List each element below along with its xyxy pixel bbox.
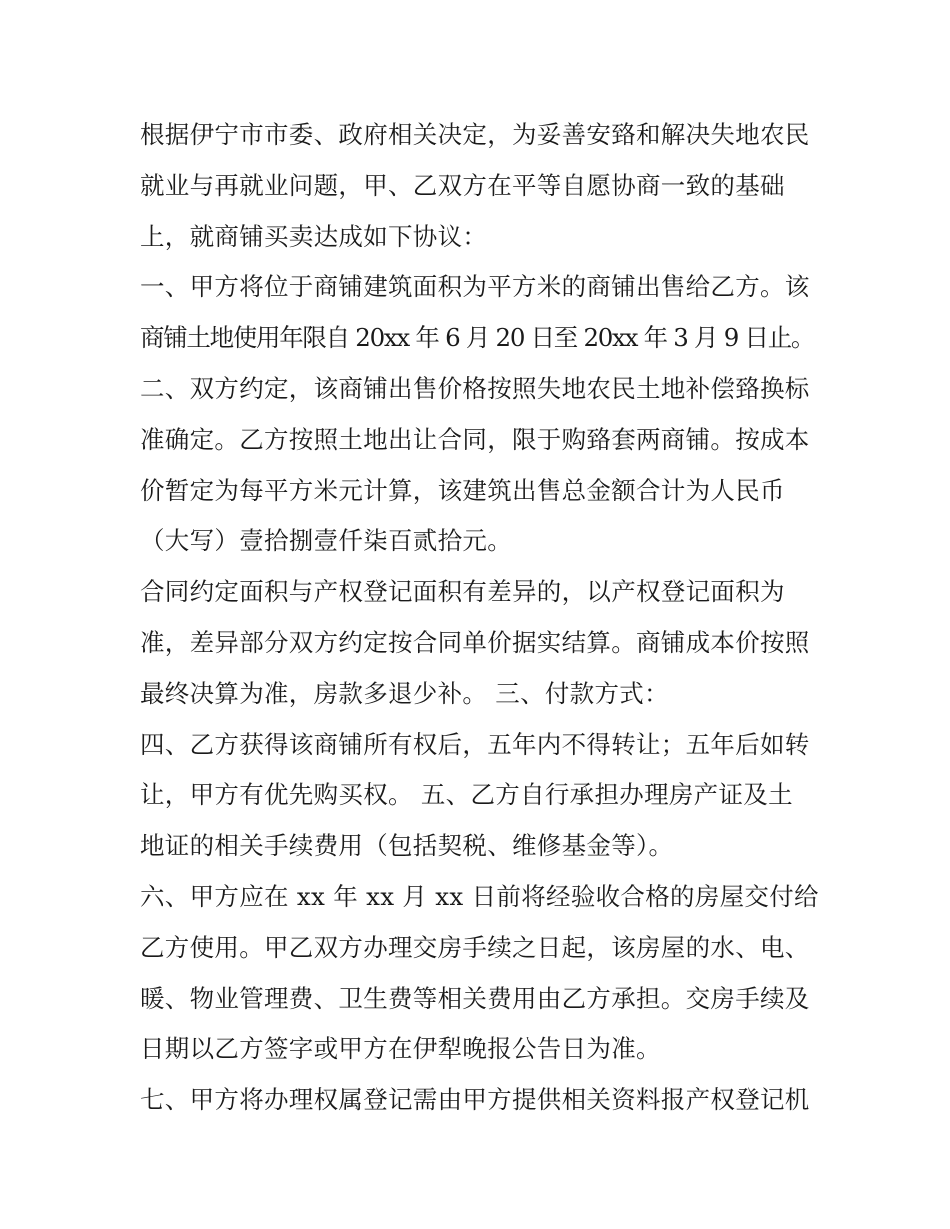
text-line: 就业与再就业问题，甲、乙双方在平等自愿协商一致的基础	[140, 170, 785, 200]
text-line: 乙方使用。甲乙双方办理交房手续之日起，该房屋的水、电、	[140, 932, 810, 962]
text-line: 价暂定为每平方米元计算，该建筑出售总金额合计为人民币	[140, 475, 785, 505]
text-line: 地证的相关手续费用（包括契税、维修基金等）。	[140, 831, 674, 861]
text-line: 准，差异部分双方约定按合同单价据实结算。商铺成本价按照	[140, 627, 810, 657]
text-line: 四、乙方获得该商铺所有权后，五年内不得转让；五年后如转	[140, 729, 810, 759]
text-line: 六、甲方应在 xx 年 xx 月 xx 日前将经验收合格的房屋交付给	[140, 881, 819, 911]
text-line: 让，甲方有优先购买权。 五、乙方自行承担办理房产证及土	[140, 780, 793, 810]
text-line: 一、甲方将位于商铺建筑面积为平方米的商铺出售给乙方。该	[140, 272, 810, 302]
text-line: 上，就商铺买卖达成如下协议：	[140, 221, 488, 251]
text-line: （大写）壹拾捌壹仟柒百贰拾元。	[140, 526, 512, 556]
text-line: 商铺土地使用年限自 20xx 年 6 月 20 日至 20xx 年 3 月 9 日止。	[140, 323, 815, 353]
text-line: 最终决算为准，房款多退少补。 三、付款方式：	[140, 678, 669, 708]
text-line: 日期以乙方签字或甲方在伊犁晚报公告日为准。	[140, 1034, 661, 1064]
text-line: 准确定。乙方按照土地出让合同，限于购臵套两商铺。按成本	[140, 424, 810, 454]
text-line: 二、双方约定，该商铺出售价格按照失地农民土地补偿臵换标	[140, 373, 810, 403]
text-line: 暖、物业管理费、卫生费等相关费用由乙方承担。交房手续及	[140, 983, 810, 1013]
text-line: 七、甲方将办理权属登记需由甲方提供相关资料报产权登记机	[140, 1085, 810, 1115]
contract-body	[140, 110, 820, 1126]
text-line: 根据伊宁市市委、政府相关决定，为妥善安臵和解决失地农民	[140, 120, 810, 149]
text-line: 合同约定面积与产权登记面积有差异的，以产权登记面积为	[140, 577, 785, 607]
